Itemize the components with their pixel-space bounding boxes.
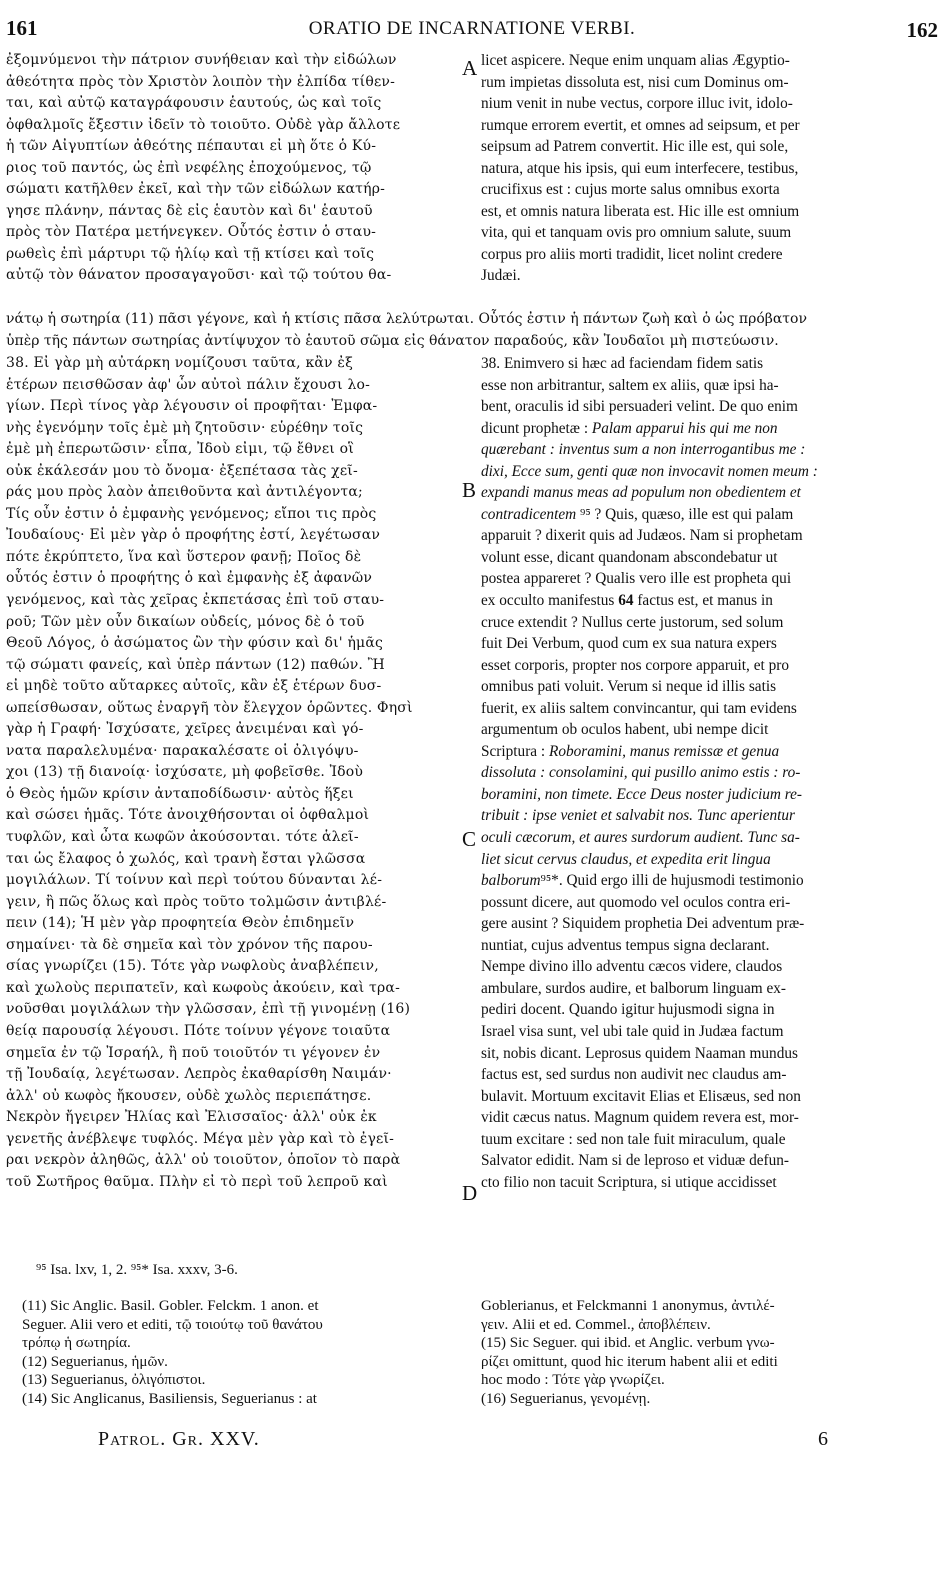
margin-marker-b: B [462,478,477,502]
margin-marker-a: A [462,56,478,80]
greek-text-line: ται, καὶ αὐτῷ καταγράφουσιν ἑαυτούς, ὡς καὶ τοῖς [6,95,382,112]
greek-text-line: ἀθεότητα πρὸς τὸν Χριστὸν λοιπὸν τὴν ἐλπίδα τίθεν- [6,73,396,90]
margin-marker-d: D [462,1181,478,1205]
scripture-quote: Palam apparui his qui me non [591,419,778,437]
greek-text-line: ἡ τῶν Αἰγυπτίων ἀθεότης πέπαυται εἰ μὴ ὅτε ὁ Κύ- [6,138,377,155]
footnote-line: hoc modo : Τότε γὰρ γνωρίζει. [481,1372,665,1388]
latin-text: gere ausint ? Siquidem prophetia Dei adventum præ- [481,915,805,933]
scripture-quote: balborum [481,872,541,890]
greek-text-line: τυφλῶν, καὶ ὦτα κωφῶν ἀκούσονται. τότε ἁλεῖ- [6,829,359,846]
latin-text: sit, nobis dicant. Leprosus quidem Naaman mundus [481,1044,798,1062]
latin-text: 38. Enimvero si hæc ad faciendam fidem satis [481,355,764,372]
scripture-references: ⁹⁵ Isa. lxv, 1, 2. ⁹⁵* Isa. xxxv, 3-6. [36,1262,238,1278]
latin-text: ambulare, surdos audire, et balborum linguam ex- [481,979,786,997]
greek-text-line: οὗτός ἐστιν ὁ προφήτης ὁ καὶ ἐμφανὴς ἐξ ἀφανῶν [6,570,373,587]
scripture-quote: boramini, non timete. Ecce Deus noster judicium re- [481,785,803,803]
greek-text-line: ἀλλ' οὐ κωφὸς ἤκουσεν, οὐδὲ χωλὸς περιεπάτησε. [6,1087,372,1104]
latin-text: dicunt prophetæ : [481,419,592,437]
latin-text-line [481,762,913,784]
latin-text-line [481,978,913,1000]
greek-text-line: ωπείσθωσαν, οὕτως ἐναργῆ τὸν ἔλεγχον ὁρῶντες. Φησὶ [6,699,413,716]
footnote-line: (16) Seguerianus, γενομένῃ. [481,1390,651,1407]
footer-signature: 6 [818,1428,828,1450]
footnotes-left [22,1297,462,1408]
greek-text-line: ται ὡς ἔλαφος ὁ χωλός, καὶ τρανὴ ἔσται γλῶσσα [6,850,366,867]
latin-text-line: corpus pro aliis morti tradidit, licet nolint credere [481,245,783,263]
latin-text-line: est, et omnis natura liberata est. Hic ille est omnium [481,202,800,220]
latin-text-line: vita, qui et tanquam ovis pro omnium salute, suum [481,224,792,242]
latin-text: fuerit, ex aliis saltem convincantur, qui tam evidens [481,699,797,717]
latin-text-line: seipsum ad Patrem convertit. Hic ille est, qui sole, [481,138,789,156]
latin-text-line: rum impietas dissoluta est, nisi cum Dominus om- [481,73,789,91]
greek-text-line: γὰρ ἡ Γραφή· Ἰσχύσατε, χεῖρες ἀνειμέναι καὶ γό- [6,721,364,738]
footnote-line: ρίζει omittunt, quod hic iterum habent alii et editi [481,1353,778,1370]
scripture-quote: dixi, Ecce sum, genti quæ non invocavit nomen meum : [481,462,818,480]
greek-text-line: γησε πλάνην, πάντας δὲ εἰς ἑαυτὸν καὶ δι' ἑαυτοῦ [6,202,373,219]
latin-text-line: natura, atque his ipsis, qui eum interfecere, testibus, [481,159,799,177]
latin-text-line: licet aspicere. Neque enim unquam alias Ægyptio- [481,52,790,69]
latin-text-line [481,805,913,827]
latin-text-line [481,375,913,397]
latin-text: possunt dicere, aut quomodo vel oculos contra eri- [481,893,791,911]
latin-column-main [481,353,913,1193]
footnote-line: Seguer. Alii vero et editi, τῷ τοιούτῳ τοῦ θανάτου [22,1316,323,1333]
latin-text-line [481,590,913,612]
latin-text: pediri docent. Quando igitur hujusmodi signa in [481,1001,775,1019]
greek-text-line: πειν (14); Ἡ μὲν γὰρ προφητεία Θεὸν ἐπιδημεῖν [6,915,355,932]
greek-text-line: ἐξομνύμενοι τὴν πάτριον συνήθειαν καὶ τὴν εἰδώλων [6,52,397,68]
scripture-quote: oculi cæcorum, et aures surdorum audient. Tunc sa- [481,829,800,847]
latin-text-line [481,547,913,569]
greek-text-line: οὐκ ἐκάλεσάν μου τὸ ὄνομα· ἐξεπέτασα τὰς χεῖ- [6,462,358,479]
latin-text-line [481,1150,913,1172]
greek-text-line: Ἰουδαίους· Εἰ μὲν γὰρ ὁ προφήτης ἐστί, λεγέτωσαν [6,527,381,544]
greek-text-line: τῷ σώματι φανείς, καὶ ὑπὲρ πάντων (12) παθών. Ἢ [6,656,385,673]
footnote-line: Goblerianus, et Felckmanni 1 anonymus, ἀντιλέ- [481,1298,775,1314]
latin-text-line [481,396,913,418]
greek-text-line: τοῦ Σωτῆρος θαῦμα. Πλὴν εἰ τὸ περὶ τοῦ λεπροῦ καὶ [6,1173,388,1190]
latin-text-line [481,655,913,677]
latin-text: Scriptura : [481,742,549,760]
footnote-line: (13) Seguerianus, ὀλιγόπιστοι. [22,1372,206,1388]
latin-text-line [481,482,913,504]
margin-marker-c: C [462,827,477,851]
latin-text: tuum excitare : sed non tale fuit miraculum, quale [481,1130,786,1148]
greek-text-line: ρωθεὶς ἐπὶ μάρτυρι τῷ ἡλίῳ καὶ τῇ κτίσει καὶ τοῖς [6,245,375,262]
latin-text-line: Judæi. [481,267,521,285]
latin-text: ⁹⁵ ? Quis, quæso, ille est qui palam [576,505,794,523]
latin-text-line: crucifixus est : cujus morte salus omnibus exorta [481,181,780,199]
greek-text-line: σίας γνωρίζει (15). Τότε γὰρ νωφλοὺς ἀναβλέπειν, [6,958,379,975]
latin-text-line [481,1021,913,1043]
latin-column-top [481,50,913,287]
greek-text-line: νὴς ἐγενόμην τοῖς ἐμὲ μὴ ζητοῦσιν· εὑρέθην τοῖς [6,419,364,436]
latin-text-line [481,525,913,547]
greek-text-line: ριος τοῦ παντός, ὡς ἐπὶ νεφέλης ἐποχούμενος, τῷ [6,159,372,176]
latin-text-line: rumque errorem evertit, et omnes ad seipsum, et per [481,116,800,134]
latin-text: cto filio non tacuit Scriptura, si utique accidisset [481,1173,777,1191]
greek-text-line: 38. Εἰ γὰρ μὴ αὐτάρκη νομίζουσι ταῦτα, κἂν ἐξ [6,355,354,371]
greek-column-main [6,353,456,1193]
footer-volume: Patrol. Gr. XXV. [98,1428,260,1450]
greek-text-line: τῇ Ἰουδαίᾳ, λεγέτωσαν. Λεπρὸς ἐκαθαρίσθη Ναιμάν· [6,1066,392,1083]
latin-text: Nempe divino illo adventu cæcos videre, claudos [481,958,783,976]
greek-text-line: ὑπὲρ τῆς πάντων σωτηρίας ἀντίψυχον τὸ ἑαυτοῦ σῶμα εἰς θάνατον παραδούς, κἂν Ἰουδαῖοι μὴ πιστεύωσιν. [6,332,779,349]
scripture-quote: tribuit : ipse veniet et salvabit nos. Tunc aperientur [481,807,795,825]
latin-text-line [481,504,913,526]
greek-text-line: θείᾳ παρουσίᾳ λέγουσι. Πότε τοίνυν γέγονε τοιαῦτα [6,1022,391,1039]
latin-text: apparuit ? dixerit quis ad Judæos. Nam si prophetam [481,527,803,545]
latin-text: Salvator edidit. Nam si de leproso et viduæ defun- [481,1152,789,1170]
greek-text-line: σώματι κατῆλθεν ἐκεῖ, καὶ τὴν τῶν εἰδώλων κατήρ- [6,181,386,198]
greek-text-line: ραι νεκρὸν ἀληθῶς, ἀλλ' οὐ τοιοῦτον, ὁποῖον τὸ παρὰ [6,1152,401,1169]
right-page-number: 162 [906,18,938,42]
greek-text-line: γενετῆς ἀνέβλεψε τυφλός. Μέγα μὲν γὰρ καὶ τὸ ἐγεῖ- [6,1130,395,1147]
latin-text: Israel visa sunt, vel ubi tale quid in Judæa factum [481,1022,784,1040]
greek-text-line: νάτῳ ἡ σωτηρία (11) πᾶσι γέγονε, καὶ ἡ κτίσις πᾶσα λελύτρωται. Οὗτός ἐστιν ἡ πάντων ζωὴ καὶ ὁ ὡς πρόβατον [6,311,807,327]
latin-text-line [481,698,913,720]
greek-text-line: νοῦσθαι μογιλάλων τὴν γλῶσσαν, ἐπὶ τῇ γινομένῃ (16) [6,1001,411,1018]
latin-text-line [481,827,913,849]
footnote-line: (14) Sic Anglicanus, Basiliensis, Seguerianus : at [22,1390,317,1407]
greek-text-line: πότε ἐκρύπτετο, ἵνα καὶ ὕστερον φανῇ; Ποῖος δὲ [6,548,362,565]
footnotes-right [481,1297,921,1408]
footnote-line: (11) Sic Anglic. Basil. Gobler. Felckm. 1 anon. et [22,1298,319,1314]
footnote-line: (15) Sic Seguer. qui ibid. et Anglic. verbum γνω- [481,1335,775,1351]
greek-text-line: μογιλάλων. Τί τοίνυν καὶ περὶ τούτου δύνανται λέ- [6,872,383,889]
latin-text-line [481,719,913,741]
latin-text: postea appareret ? Qualis vero ille est propheta qui [481,570,792,588]
latin-text: bulavit. Mortuum excitavit Elias et Elisæus, sed non [481,1087,801,1105]
scripture-quote: dissoluta : consolamini, qui pusillo animo estis : ro- [481,764,801,782]
latin-text-line [481,1129,913,1151]
latin-text-line [481,956,913,978]
latin-text-line [481,892,913,914]
column-number: 64 [618,592,634,610]
footnote-line: (12) Seguerianus, ἡμῶν. [22,1353,168,1370]
latin-text: argumentum ob oculos habent, ubi nempe dicit [481,721,769,739]
greek-text-line: ὁ Θεὸς ἡμῶν κρίσιν ἀνταποδίδωσιν· αὐτὸς ἥξει [6,785,354,802]
latin-text-line [481,849,913,871]
greek-text-line: Νεκρὸν ἤγειρεν Ἠλίας καὶ Ἐλισσαῖος· ἀλλ' οὐκ ἐκ [6,1109,377,1126]
greek-text-line: αὐτῷ τὸν θάνατον προσαγαγοῦσι· καὶ τῷ τούτου θα- [6,267,392,284]
greek-text-line: ἐμὲ μὴ ἐπερωτῶσιν· εἶπα, Ἰδοὺ εἰμι, τῷ ἔθνει οἳ [6,441,354,458]
greek-text-line: καὶ σώσει ἡμᾶς. Τότε ἀνοιχθήσονται οἱ ὀφθαλμοὶ [6,807,370,824]
greek-text-line: γενόμενος, καὶ τὰς χεῖρας ἐκπετάσας ἐπὶ τοῦ σταυ- [6,592,385,609]
latin-text: ⁹⁵*. Quid ergo illi de hujusmodi testimonio [540,872,804,890]
latin-text-line [481,1064,913,1086]
latin-text-line [481,935,913,957]
latin-text-line [481,913,913,935]
latin-text-line [481,1043,913,1065]
latin-text-line [481,870,913,892]
greek-text-line: Θεοῦ Λόγος, ὁ ἀσώματος ὢν τὴν φύσιν καὶ δι' ἡμᾶς [6,635,384,652]
greek-text-line: σημεῖα ἐν τῷ Ἰσραήλ, ἢ ποῦ τοιοῦτόν τι γέγονεν ἐν [6,1044,381,1061]
footnote-line: γειν. Alii et ed. Commel., ἀποβλέπειν. [481,1316,711,1333]
latin-text-line [481,353,913,375]
latin-text: esset corporis, propter nos corpore apparuit, et pro [481,656,789,674]
latin-text: volunt esse, dicant quandonam abscondebatur ut [481,548,778,566]
latin-text: vidit cæcus natus. Magnum quidem revera est, mor- [481,1109,799,1127]
latin-text-line [481,676,913,698]
greek-text-line: εἰ μηδὲ τοῦτο αὔταρκες αὐτοῖς, κἂν ἐξ ἑτέρων δυσ- [6,678,382,695]
latin-text-line [481,633,913,655]
latin-text-line [481,568,913,590]
latin-text: nuntiat, cujus adventus tempus signa declarant. [481,936,770,954]
scripture-quote: expandi manus meas ad populum non obedientem et [481,484,801,502]
latin-text-line [481,461,913,483]
running-title: ORATIO DE INCARNATIONE VERBI. [308,18,636,39]
greek-text-line: ροῦ; Τῶν μὲν οὖν δικαίων οὐδείς, μόνος δὲ ὁ τοῦ [6,613,365,630]
latin-text-line [481,784,913,806]
scripture-quote: liet sicut cervus claudus, et expedita erit lingua [481,850,771,868]
latin-text: esse non arbitrantur, saltem ex aliis, quæ ipsi ha- [481,376,779,394]
latin-text-line [481,1086,913,1108]
scripture-quote: quærebant : inventus sum a non interrogantibus me : [481,441,806,459]
latin-text: ex occulto manifestus [481,592,619,610]
latin-text-line: nium venit in nube vectus, corpore illuc ivit, idolo- [481,95,793,113]
greek-text-line: νατα παραλελυμένα· παρακαλέσατε οἱ ὀλιγόψυ- [6,742,359,759]
greek-text-line: πρὸς τὸν Πατέρα μετήνεγκεν. Οὗτός ἐστιν ὁ σταυ- [6,224,377,241]
greek-text-line: ὀφθαλμοῖς ἔξεστιν ἰδεῖν τὸ τοιοῦτο. Οὐδὲ γὰρ ἄλλοτε [6,116,401,133]
greek-text-line: Τίς οὖν ἐστιν ὁ ἐμφανὴς γενόμενος; εἴποι τις πρὸς [6,505,377,522]
latin-text-line [481,418,913,440]
scripture-quote: Roboramini, manus remissæ et genua [548,742,780,760]
greek-text-line: χοι (13) τῇ διανοίᾳ· ἰσχύσατε, μὴ φοβεῖσθε. Ἰδοὺ [6,764,364,781]
greek-text-line: σημαίνει· τὰ δὲ σημεῖα καὶ τὸν χρόνον τῆς παρου- [6,936,373,953]
latin-text-line [481,439,913,461]
latin-text-line [481,612,913,634]
greek-text-line: καὶ χωλοὺς περιπατεῖν, καὶ κωφοὺς ἀκούειν, καὶ τρα- [6,979,401,996]
latin-text-line [481,741,913,763]
latin-text: omnibus pati voluit. Verum si neque id illis satis [481,678,777,696]
latin-text-line [481,999,913,1021]
latin-text: bent, oraculis id sibi persuaderi velint. De quo enim [481,398,798,416]
greek-text-line: γειν, ἢ πῶς ὅλως καὶ πρὸς τοῦτο τολμῶσιν ἀντιβλέ- [6,893,387,910]
greek-text-line: ἑτέρων πεισθῶσαν ἀφ' ὧν αὐτοὶ πάλιν ἔχουσι λο- [6,376,371,393]
left-page-number: 161 [6,16,38,40]
latin-text-line [481,1172,913,1194]
greek-column-top [6,50,456,287]
page-header [6,16,938,46]
latin-text: factus est, sed surdus non audivit nec claudus am- [481,1066,787,1084]
latin-text-line [481,1107,913,1129]
latin-text: cruce extendit ? Nullus certe justorum, sed solum [481,613,784,631]
scripture-quote: contradicentem [481,505,577,523]
greek-text-line: γίων. Περὶ τίνος γὰρ λέγουσιν οἱ προφῆται· Ἐμφα- [6,398,378,415]
latin-text: factus est, et manus in [633,592,773,610]
latin-text: fuit Dei Verbum, quod cum ex sua natura expers [481,635,777,653]
greek-full-width-lines [6,309,934,352]
greek-text-line: ράς μου πρὸς λαὸν ἀπειθοῦντα καὶ ἀντιλέγοντα; [6,484,363,501]
footnote-line: τρόπῳ ἡ σωτηρία. [22,1335,131,1351]
